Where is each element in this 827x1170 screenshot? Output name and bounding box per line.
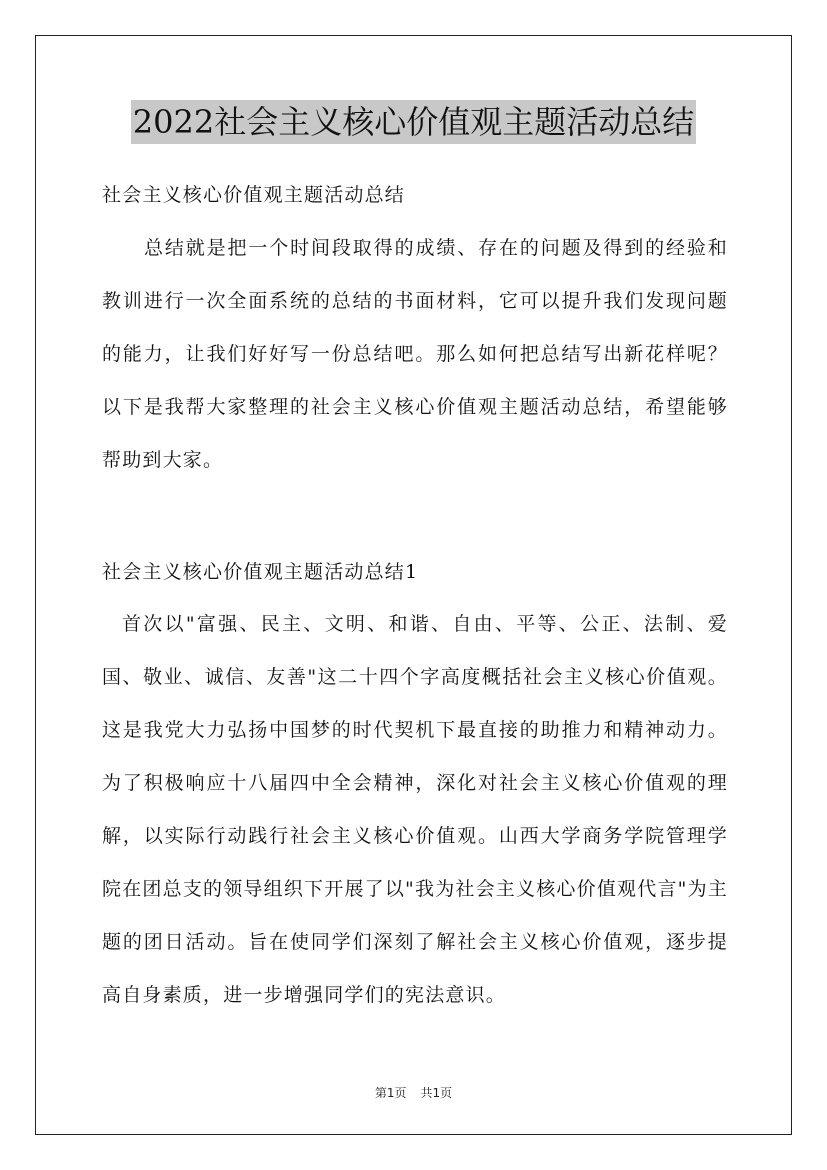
document-subtitle: 社会主义核心价值观主题活动总结 — [102, 184, 406, 206]
section-1-heading: 社会主义核心价值观主题活动总结1 — [102, 561, 419, 583]
page-number-total: 共1页 — [420, 1086, 453, 1100]
document-title: 2022社会主义核心价值观主题活动总结 — [131, 100, 696, 144]
intro-paragraph: 总结就是把一个时间段取得的成绩、存在的问题及得到的经验和教训进行一次全面系统的总结的书面材料，它可以提升我们发现问题的能力，让我们好好写一份总结吧。那么如何把总结写出新花样呢？以下是我帮大家整理的社会主义核心价值观主题活动总结，希望能够帮助到大家。 — [102, 237, 728, 471]
document-title-container — [0, 100, 827, 144]
page-footer — [0, 1084, 827, 1101]
section-1-paragraph: 首次以"富强、民主、文明、和谐、自由、平等、公正、法制、爱国、敬业、诚信、友善"这二十四个字高度概括社会主义核心价值观。这是我党大力弘扬中国梦的时代契机下最直接的助推力和精神动力。为了积极响应十八届四中全会精神，深化对社会主义核心价值观的理解，以实际行动践行社会主义核心价值观。山西大学商务学院管理学院在团总支的领导组织下开展了以"我为社会主义核心价值观代言"为主题的团日活动。旨在使同学们深刻了解社会主义核心价值观，逐步提高自身素质，进一步增强同学们的宪法意识。 — [102, 613, 728, 1006]
page-number-current: 第1页 — [374, 1086, 407, 1100]
